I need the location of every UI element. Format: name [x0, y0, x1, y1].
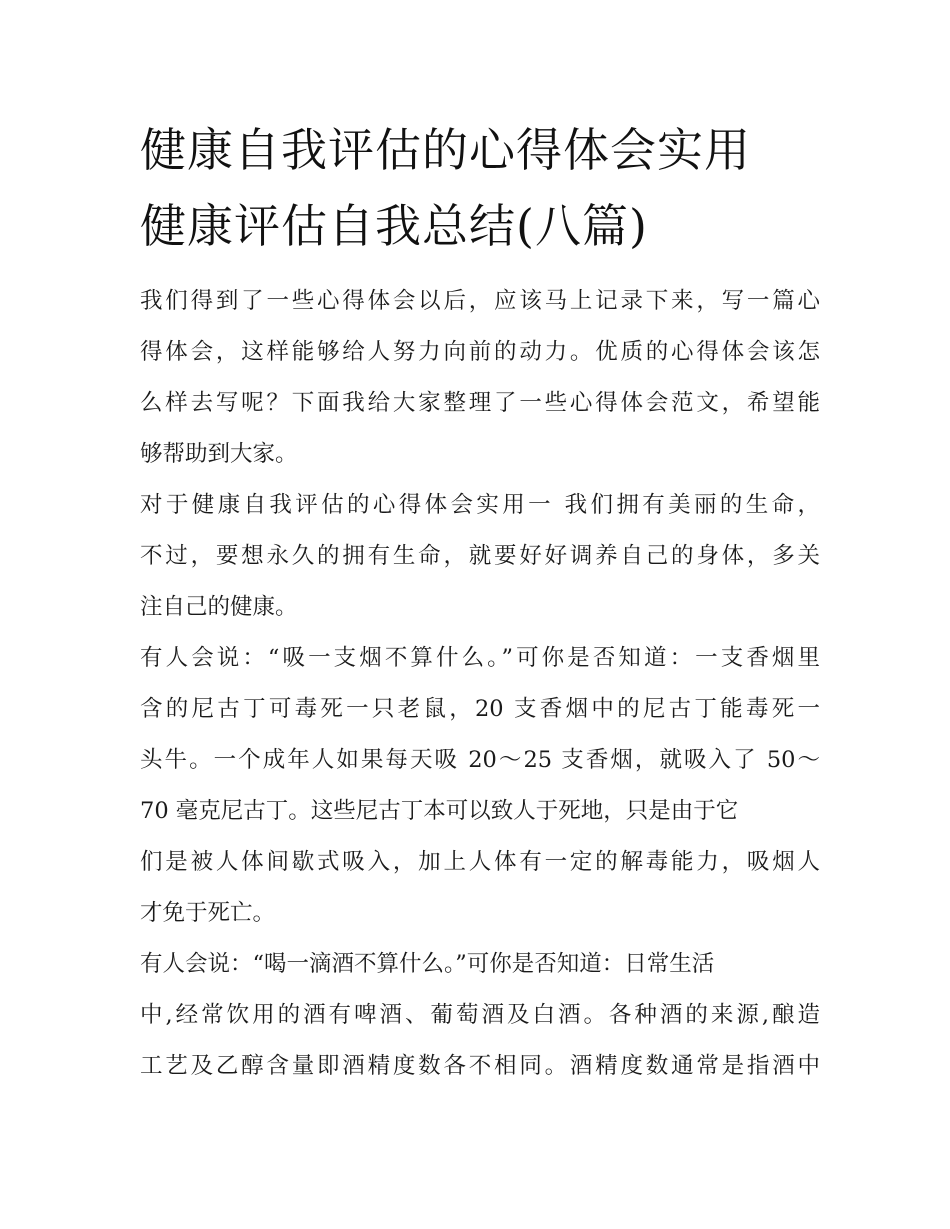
paragraph-intro	[140, 276, 820, 480]
text-line: 头牛。一个成年人如果每天吸 20～25 支香烟，就吸入了 50～	[140, 747, 820, 773]
text-line: 注自己的健康。	[140, 594, 298, 620]
text-line: 含的尼古丁可毒死一只老鼠，20 支香烟中的尼古丁能毒死一	[140, 696, 820, 722]
document-title	[140, 112, 820, 264]
text-line: 对于健康自我评估的心得体会实用一 我们拥有美丽的生命，	[140, 492, 820, 518]
text-line: 才免于死亡。	[140, 900, 276, 926]
text-line: 有人会说：“吸一支烟不算什么。”可你是否知道：一支香烟里	[140, 645, 820, 671]
paragraph-drinking	[140, 939, 820, 1092]
paragraph-smoking	[140, 633, 820, 939]
text-line: 工艺及乙醇含量即酒精度数各不相同。酒精度数通常是指酒中	[140, 1053, 820, 1079]
document-body	[140, 276, 820, 1092]
text-line: 得体会，这样能够给人努力向前的动力。优质的心得体会该怎	[140, 339, 820, 365]
title-line-2: 健康评估自我总结(八篇)	[140, 199, 648, 253]
paragraph-health-life	[140, 480, 820, 633]
text-line: 不过，要想永久的拥有生命，就要好好调养自己的身体，多关	[140, 543, 820, 569]
text-line: 么样去写呢？下面我给大家整理了一些心得体会范文，希望能	[140, 390, 820, 416]
text-line: 70 毫克尼古丁。这些尼古丁本可以致人于死地，只是由于它	[140, 798, 739, 824]
title-line-1: 健康自我评估的心得体会实用	[140, 123, 751, 177]
text-line: 我们得到了一些心得体会以后，应该马上记录下来，写一篇心	[140, 288, 820, 314]
text-line: 够帮助到大家。	[140, 441, 298, 467]
text-line: 们是被人体间歇式吸入，加上人体有一定的解毒能力，吸烟人	[140, 849, 820, 875]
text-line: 中,经常饮用的酒有啤酒、葡萄酒及白酒。各种酒的来源,酿造	[140, 1002, 820, 1028]
text-line: 有人会说：“喝一滴酒不算什么。”可你是否知道：日常生活	[140, 951, 715, 977]
